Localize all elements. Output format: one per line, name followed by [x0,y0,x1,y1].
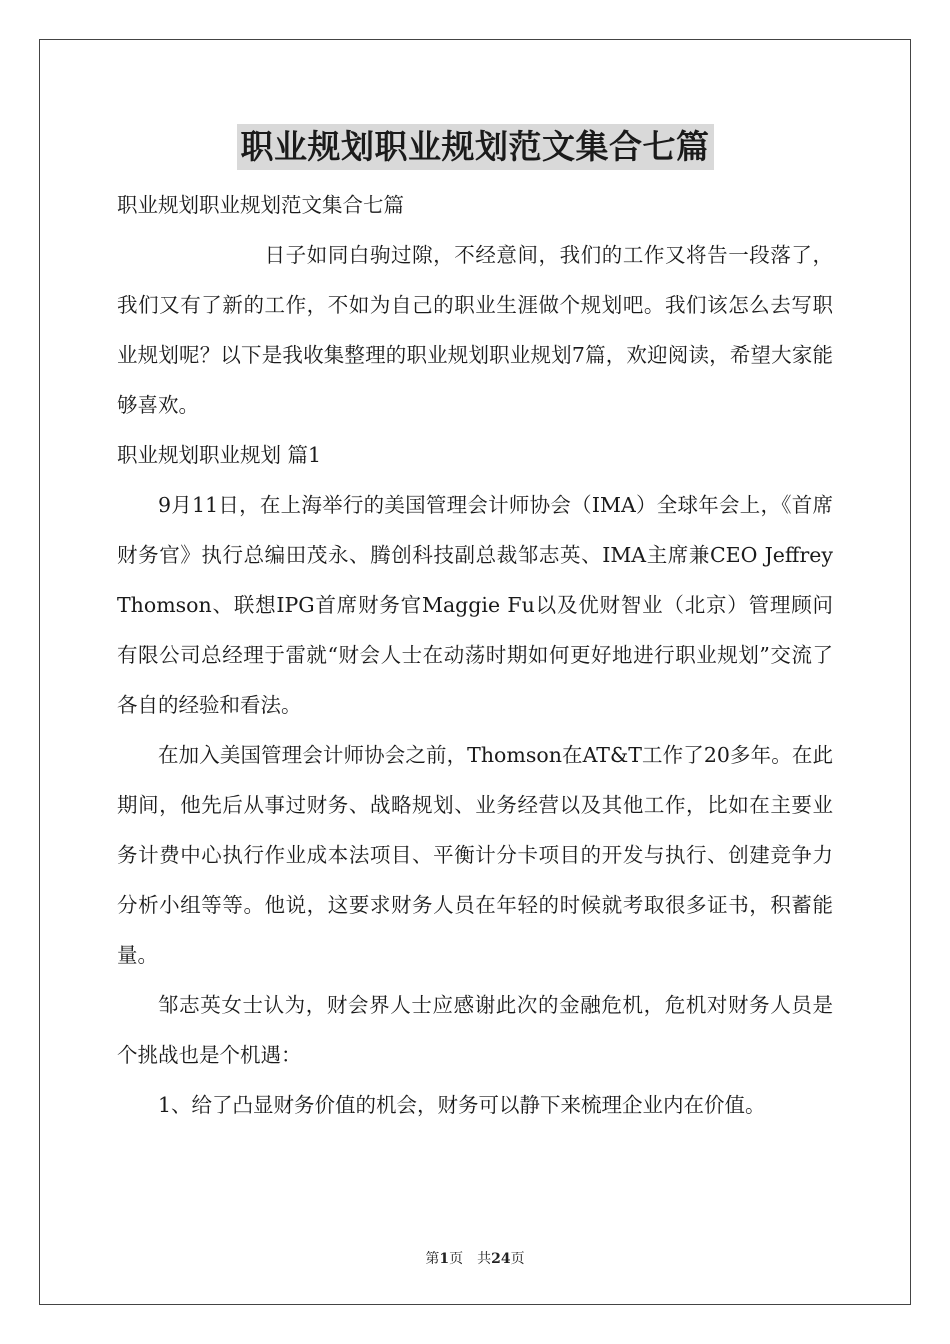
page-suffix: 页 [449,1251,464,1267]
document-body [117,180,833,1130]
page-footer [0,1248,950,1268]
paragraph: 9月11日，在上海举行的美国管理会计师协会（IMA）全球年会上，《首席财务官》执行总编田茂永、腾创科技副总裁邹志英、IMA主席兼CEO Jeffrey Thomson、联想IPG首席财务官Maggie Fu以及优财智业（北京）管理顾问有限公司总经理于雷就“财会人士在动荡时期如何更好地进行职业规划”交流了各自的经验和看法。 [117,493,833,717]
document-title: 职业规划职业规划范文集合七篇 [237,124,714,170]
paragraph-list-item: 1、给了凸显财务价值的机会，财务可以静下来梳理企业内在价值。 [158,1093,766,1117]
total-suffix: 页 [510,1251,525,1267]
paragraph: 在加入美国管理会计师协会之前，Thomson在AT&T工作了20多年。在此期间，他先后从事过财务、战略规划、业务经营以及其他工作，比如在主要业务计费中心执行作业成本法项目、平衡计分卡项目的开发与执行、创建竞争力分析小组等等。他说，这要求财务人员在年轻的时候就考取很多证书，积蓄能量。 [117,743,833,967]
title-container [0,124,950,170]
section-heading: 职业规划职业规划 篇1 [117,443,322,467]
document-subtitle: 职业规划职业规划范文集合七篇 [117,193,404,217]
page-prefix: 第 [425,1251,440,1267]
page-number: 1 [439,1251,450,1267]
paragraph-intro: 日子如同白驹过隙，不经意间，我们的工作又将告一段落了，我们又有了新的工作，不如为自己的职业生涯做个规划吧。我们该怎么去写职业规划呢？以下是我收集整理的职业规划职业规划7篇，欢迎阅读，希望大家能够喜欢。 [117,243,833,417]
total-prefix: 共 [477,1251,492,1267]
paragraph: 邹志英女士认为，财会界人士应感谢此次的金融危机，危机对财务人员是个挑战也是个机遇： [117,993,833,1067]
total-pages: 24 [491,1251,511,1267]
